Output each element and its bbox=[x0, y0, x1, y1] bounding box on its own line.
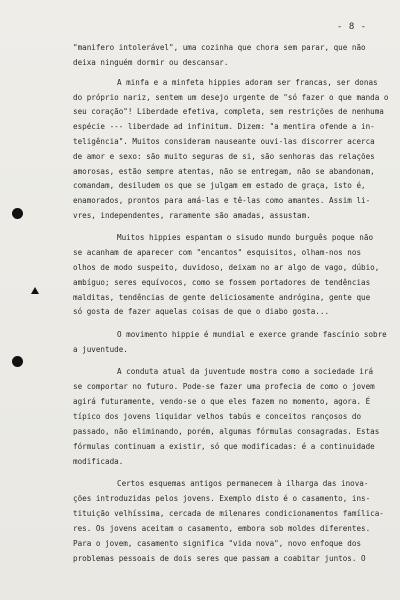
text-line: a juventude. bbox=[73, 345, 128, 354]
text-line: Certos esquemas antigos permanecem à ilharga das inova- bbox=[117, 479, 369, 488]
text-line: A minfa e a minfeta hippies adoram ser francas, ser donas bbox=[117, 78, 378, 87]
text-line: passado, não eliminando, porém, algumas fórmulas consagradas. Estas bbox=[73, 427, 380, 436]
text-line: Muitos hippies espantam o sisudo mundo burguês poque não bbox=[117, 233, 374, 242]
text-line: problemas pessoais de dois seres que passam a coabitar juntos. O bbox=[73, 554, 366, 563]
text-line: agirá futuramente, vendo-se o que eles fazem no momento, agora. É bbox=[73, 397, 371, 406]
text-line: se acanham de aparecer com "encantos" esquisitos, olham-nos nos bbox=[73, 248, 362, 257]
text-line: fórmulas continuam a existir, só que modificadas: é a continuidade bbox=[73, 442, 375, 451]
punch-hole bbox=[12, 208, 23, 219]
text-line: tituição velhíssima, cercada de milenares condicionamentos famílica- bbox=[73, 509, 384, 518]
text-line: só gosta de fazer aquelas coisas de que o diabo gosta... bbox=[73, 307, 330, 316]
text-line: modificada. bbox=[73, 457, 124, 466]
text-line: "manifero intolerável", uma cozinha que chora sem parar, que não bbox=[73, 43, 366, 52]
text-line: comandam, desiludem os que se julgam em estado de graça, isto é, bbox=[73, 181, 366, 190]
text-line: seu coração"! Liberdade efetiva, completa, sem restrições de nenhuma bbox=[73, 107, 384, 116]
page-number: - 8 - bbox=[337, 22, 367, 32]
text-line: amorosas, estão sempre atentas, não se entregam, não se abandonam, bbox=[73, 167, 375, 176]
text-line: vres, independentes, raramente são amadas, assustam. bbox=[73, 211, 311, 220]
text-line: de amor e sexo: são muito seguras de si, são senhoras das relações bbox=[73, 152, 375, 161]
text-line: olhos de modo suspeito, duvidoso, deixam no ar algo de vago, dúbio, bbox=[73, 263, 380, 272]
text-line: Para o jovem, casamento significa "vida nova", novo enfoque dos bbox=[73, 539, 362, 548]
text-line: teligência". Muitos consideram nauseante ouvi-las discorrer acerca bbox=[73, 137, 375, 146]
text-line: ambíguo; seres equívocos, como se fossem portadores de tendências bbox=[73, 278, 371, 287]
text-line: deixa ninguém dormir ou descansar. bbox=[73, 58, 229, 67]
text-line: do próprio nariz, sentem um desejo urgente de "só fazer o que manda o bbox=[73, 93, 389, 102]
punch-arrow-mark bbox=[31, 287, 39, 294]
text-line: res. Os jovens aceitam o casamento, embora sob moldes diferentes. bbox=[73, 524, 371, 533]
text-line: O movimento hippie é mundial e exerce grande fascínio sobre bbox=[117, 330, 387, 339]
text-line: enamorados, prontos para amá-las e tê-las como amantes. Assim li- bbox=[73, 196, 371, 205]
text-line: ções introduzidas pelos jovens. Exemplo disto é o casamento, ins- bbox=[73, 494, 371, 503]
text-line: A conduta atual da juventude mostra como a sociedade irá bbox=[117, 367, 374, 376]
text-line: típico dos jovens liquidar velhos tabús e conceitos rançosos do bbox=[73, 412, 362, 421]
punch-hole bbox=[12, 356, 23, 367]
text-line: malditas, tendências de gente deliciosamente andrógina, gente que bbox=[73, 293, 371, 302]
text-line: espécie --- liberdade ad infinitum. Dizem: "a mentira ofende a in- bbox=[73, 122, 375, 131]
text-line: se comportar no futuro. Pode-se fazer uma profecia de como o jovem bbox=[73, 382, 375, 391]
